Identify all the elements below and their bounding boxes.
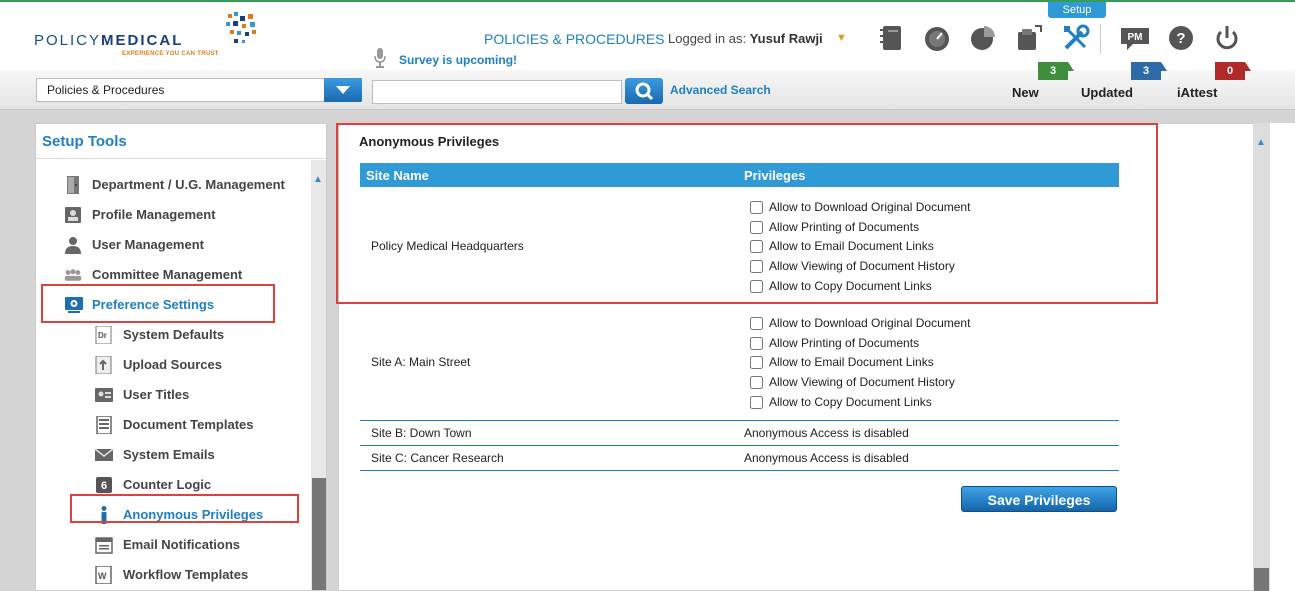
advanced-search-link[interactable]: Advanced Search xyxy=(670,83,771,97)
sidebar-subitem-label: Email Notifications xyxy=(123,537,241,552)
sidebar-item-label: Profile Management xyxy=(92,207,216,222)
sidebar-item-label: Committee Management xyxy=(92,267,243,282)
updated-label: Updated xyxy=(1081,85,1133,100)
sidebar-subitem-label: User Titles xyxy=(123,387,190,402)
workflow-document-icon xyxy=(95,566,113,584)
checkbox-label: Allow to Download Original Document xyxy=(769,316,971,330)
new-count-badge: 3 xyxy=(1038,62,1068,80)
sidebar-item-label: Department / U.G. Management xyxy=(92,177,285,192)
highlight-preference-settings xyxy=(41,284,275,323)
logo-mark-icon xyxy=(224,12,260,48)
dashboard-icon[interactable] xyxy=(923,24,951,52)
checkbox[interactable] xyxy=(750,396,763,409)
sidebar-divider xyxy=(36,158,327,159)
sidebar-scrollbar-thumb[interactable] xyxy=(312,478,326,591)
sidebar-subitem-label: Document Templates xyxy=(123,417,254,432)
checkbox-label: Allow to Email Document Links xyxy=(769,239,934,253)
clipboard-icon[interactable] xyxy=(1015,24,1043,52)
module-select-dropdown-button[interactable] xyxy=(324,78,362,102)
page-title: Anonymous Privileges xyxy=(359,134,500,149)
sidebar-scrollbar[interactable] xyxy=(311,160,327,591)
right-gutter xyxy=(1270,123,1295,591)
checkbox-label: Allow Viewing of Document History xyxy=(769,375,955,389)
logged-in-info xyxy=(668,31,823,46)
site-b-status: Anonymous Access is disabled xyxy=(744,426,909,440)
id-card-icon xyxy=(95,386,113,404)
app-header xyxy=(0,0,1295,70)
envelope-icon xyxy=(95,446,113,464)
checkbox-label: Allow Viewing of Document History xyxy=(769,259,955,273)
scroll-up-icon[interactable]: ▲ xyxy=(1256,137,1266,148)
highlight-anonymous-privileges xyxy=(70,494,299,523)
profile-card-icon xyxy=(64,206,82,224)
survey-notice[interactable]: Survey is upcoming! xyxy=(399,53,518,67)
calendar-icon xyxy=(95,536,113,554)
main-scrollbar-thumb[interactable] xyxy=(1254,568,1269,591)
svg-text:W: W xyxy=(98,571,107,581)
site-c-status: Anonymous Access is disabled xyxy=(744,451,909,465)
new-label: New xyxy=(1012,85,1039,100)
power-icon[interactable] xyxy=(1213,24,1241,52)
microphone-icon xyxy=(374,48,386,68)
module-select[interactable]: Policies & Procedures xyxy=(36,78,362,102)
checkbox-label: Allow to Copy Document Links xyxy=(769,279,932,293)
upload-document-icon xyxy=(95,356,113,374)
tools-icon[interactable] xyxy=(1062,24,1090,52)
site-name-b: Site B: Down Town xyxy=(371,426,472,440)
sidebar-item-label: User Management xyxy=(92,237,204,252)
site-name-c: Site C: Cancer Research xyxy=(371,451,504,465)
svg-text:6: 6 xyxy=(100,480,108,492)
user-name[interactable]: Yusuf Rawji xyxy=(749,31,823,46)
highlight-hq-privileges xyxy=(336,123,1158,304)
door-icon xyxy=(64,176,82,194)
checkbox-label: Allow Printing of Documents xyxy=(769,220,920,234)
pm-chat-icon[interactable] xyxy=(1119,24,1151,52)
pie-chart-icon[interactable] xyxy=(969,24,997,52)
sidebar-subitem-label: Anonymous Privileges xyxy=(123,507,264,522)
iattest-count-badge: 0 xyxy=(1215,62,1245,80)
sidebar-subitem-label: Upload Sources xyxy=(123,357,222,372)
nav-policies-procedures[interactable]: POLICIES & PROCEDURES xyxy=(484,31,665,47)
sidebar-subitem-label: Workflow Templates xyxy=(123,567,249,582)
svg-text:?: ? xyxy=(1176,30,1186,47)
group-icon xyxy=(64,266,82,284)
chevron-down-icon[interactable]: ▼ xyxy=(836,32,847,44)
scroll-up-icon[interactable]: ▲ xyxy=(313,174,323,185)
sidebar-subitem-label: System Emails xyxy=(123,447,215,462)
logo[interactable] xyxy=(34,32,183,49)
site-name-a: Site A: Main Street xyxy=(371,355,471,369)
logo-medical: MEDICAL xyxy=(101,32,184,49)
logged-in-label: Logged in as: xyxy=(668,31,747,46)
logo-tagline: EXPERIENCE YOU CAN TRUST xyxy=(122,51,219,57)
row-divider xyxy=(360,470,1119,471)
checkbox[interactable] xyxy=(750,337,763,350)
sidebar-title: Setup Tools xyxy=(42,133,127,150)
search-input[interactable] xyxy=(372,80,622,104)
counter-icon xyxy=(95,476,113,494)
help-icon[interactable] xyxy=(1167,24,1195,52)
row-divider xyxy=(360,445,1119,446)
sidebar-subitem-label: System Defaults xyxy=(123,327,225,342)
row-divider xyxy=(360,420,1119,421)
template-icon xyxy=(95,416,113,434)
checkbox-label: Allow to Download Original Document xyxy=(769,200,971,214)
document-default-icon xyxy=(95,326,113,344)
sidebar-item-label: Preference Settings xyxy=(92,297,215,312)
checkbox[interactable] xyxy=(750,356,763,369)
site-name-hq: Policy Medical Headquarters xyxy=(371,239,524,253)
setup-tab[interactable]: Setup xyxy=(1048,2,1106,18)
user-icon xyxy=(64,236,82,254)
search-bar xyxy=(0,65,1295,110)
sidebar-subitem-label: Counter Logic xyxy=(123,477,212,492)
checkbox-label: Allow to Copy Document Links xyxy=(769,395,932,409)
checkbox-label: Allow Printing of Documents xyxy=(769,336,920,350)
notebook-icon[interactable] xyxy=(877,24,905,52)
updated-count-badge: 3 xyxy=(1131,62,1161,80)
checkbox-label: Allow to Email Document Links xyxy=(769,355,934,369)
checkbox[interactable] xyxy=(750,317,763,330)
search-icon xyxy=(625,78,663,104)
iattest-label: iAttest xyxy=(1177,85,1218,100)
column-header-site-name: Site Name xyxy=(366,168,429,183)
save-privileges-button[interactable]: Save Privileges xyxy=(961,486,1117,512)
column-header-privileges: Privileges xyxy=(744,168,806,183)
main-scrollbar[interactable] xyxy=(1253,123,1270,591)
logo-policy: POLICY xyxy=(34,32,102,49)
svg-text:Dr: Dr xyxy=(98,331,107,340)
pm-chat-label: PM xyxy=(1127,32,1143,43)
checkbox[interactable] xyxy=(750,376,763,389)
search-button[interactable] xyxy=(625,78,663,104)
toolbar-divider xyxy=(1100,24,1101,54)
